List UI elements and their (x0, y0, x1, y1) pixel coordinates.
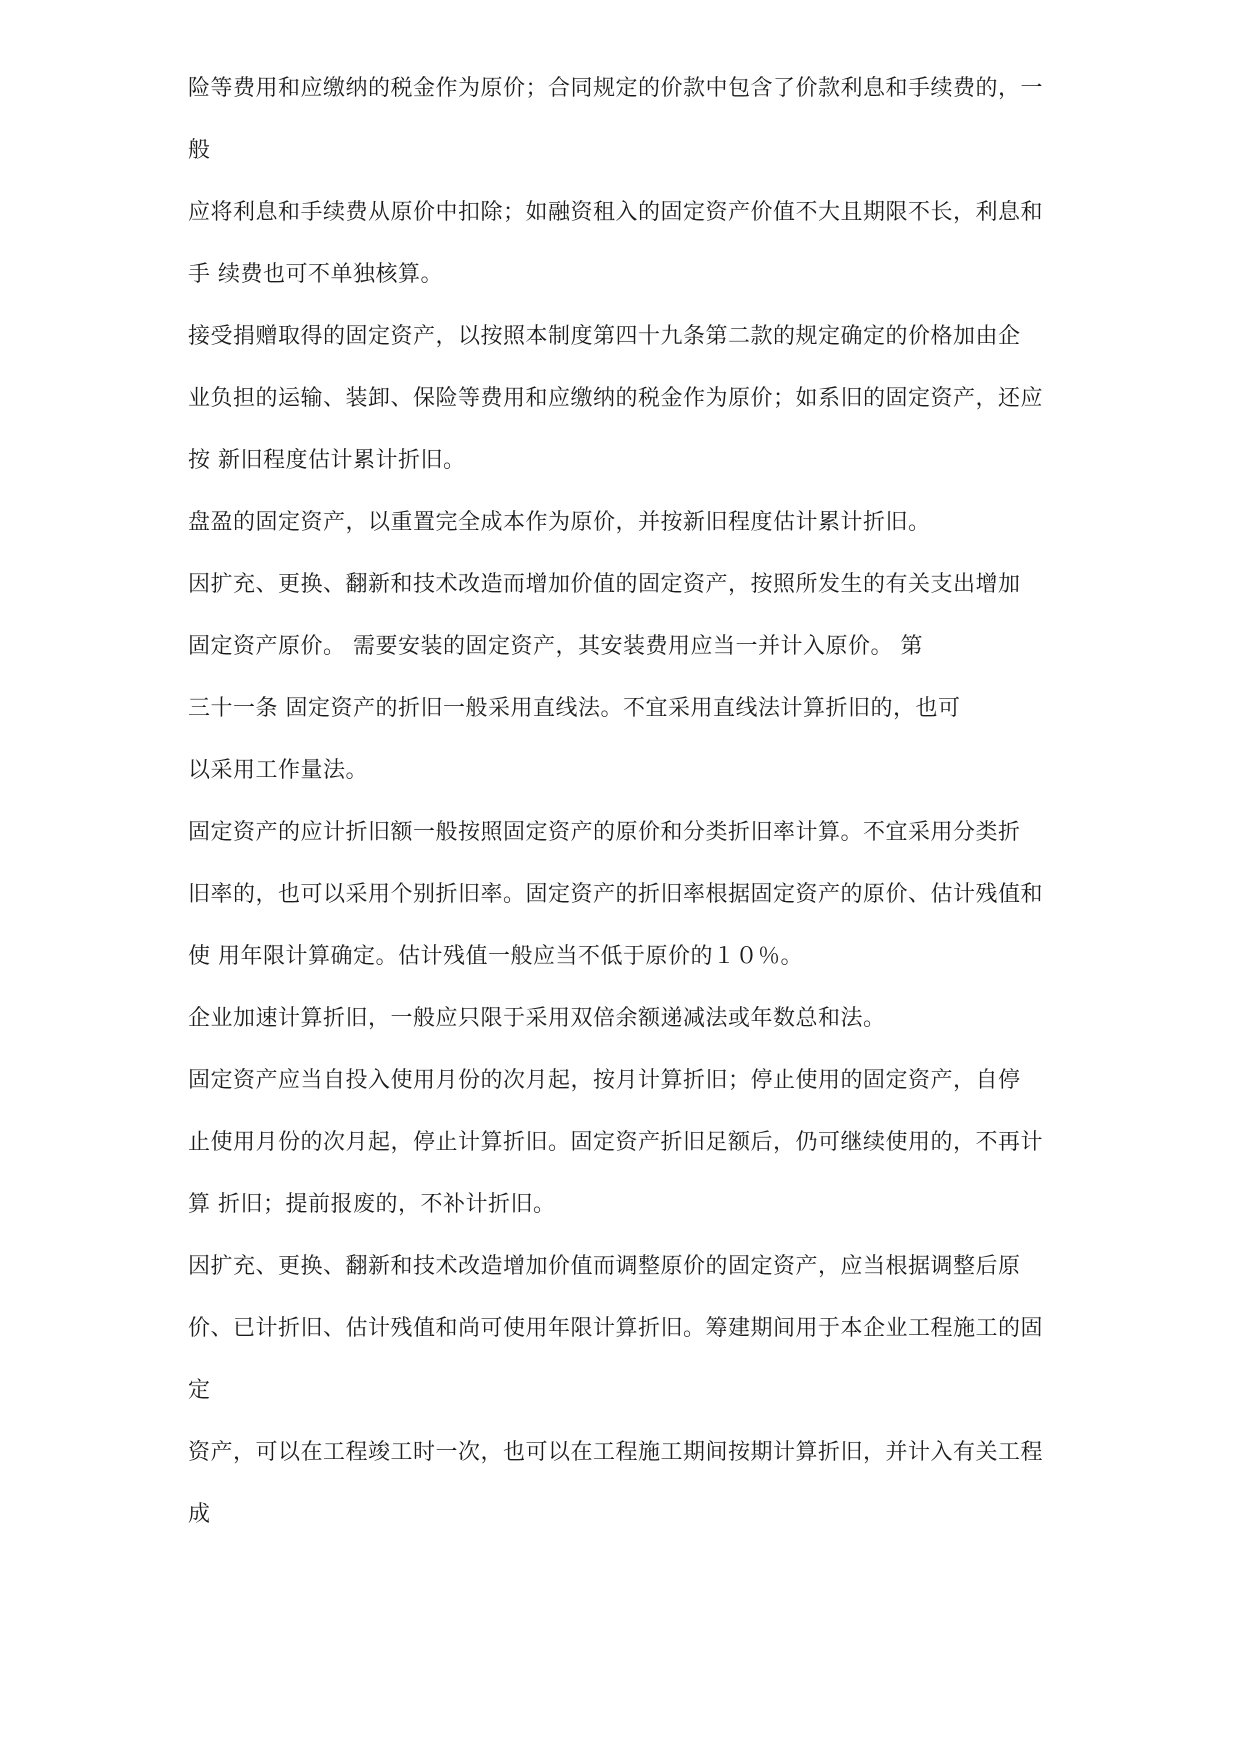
text-line: 因扩充、更换、翻新和技术改造而增加价值的固定资产，按照所发生的有关支出增加 (188, 572, 1021, 597)
text-line: 定 (188, 1378, 211, 1403)
document-body (188, 74, 1148, 1562)
text-line: 三十一条 固定资产的折旧一般采用直线法。不宜采用直线法计算折旧的，也可 (188, 696, 961, 721)
text-line: 固定资产的应计折旧额一般按照固定资产的原价和分类折旧率计算。不宜采用分类折 (188, 820, 1021, 845)
text-line: 按 新旧程度估计累计折旧。 (188, 448, 466, 473)
text-line: 应将利息和手续费从原价中扣除；如融资租入的固定资产价值不大且期限不长，利息和 (188, 200, 1044, 225)
text-line: 价、已计折旧、估计残值和尚可使用年限计算折旧。筹建期间用于本企业工程施工的固 (188, 1316, 1044, 1341)
text-line: 险等费用和应缴纳的税金作为原价；合同规定的价款中包含了价款利息和手续费的，一 (188, 76, 1044, 101)
text-line: 成 (188, 1502, 211, 1527)
text-line: 资产，可以在工程竣工时一次，也可以在工程施工期间按期计算折旧，并计入有关工程 (188, 1440, 1044, 1465)
text-line: 因扩充、更换、翻新和技术改造增加价值而调整原价的固定资产，应当根据调整后原 (188, 1254, 1021, 1279)
text-line: 接受捐赠取得的固定资产，以按照本制度第四十九条第二款的规定确定的价格加由企 (188, 324, 1021, 349)
text-line: 盘盈的固定资产，以重置完全成本作为原价，并按新旧程度估计累计折旧。 (188, 510, 931, 535)
text-line: 企业加速计算折旧，一般应只限于采用双倍余额递减法或年数总和法。 (188, 1006, 886, 1031)
text-line: 手 续费也可不单独核算。 (188, 262, 443, 287)
text-line: 固定资产原价。 需要安装的固定资产，其安装费用应当一并计入原价。 第 (188, 634, 923, 659)
text-line: 以采用工作量法。 (188, 758, 369, 783)
text-line: 业负担的运输、装卸、保险等费用和应缴纳的税金作为原价；如系旧的固定资产，还应 (188, 386, 1044, 411)
text-line: 使 用年限计算确定。估计残值一般应当不低于原价的１０％。 (188, 944, 803, 969)
text-line: 般 (188, 138, 211, 163)
text-line: 旧率的，也可以采用个别折旧率。固定资产的折旧率根据固定资产的原价、估计残值和 (188, 882, 1044, 907)
text-line: 止使用月份的次月起，停止计算折旧。固定资产折旧足额后，仍可继续使用的，不再计 (188, 1130, 1044, 1155)
text-line: 算 折旧；提前报废的，不补计折旧。 (188, 1192, 556, 1217)
text-line: 固定资产应当自投入使用月份的次月起，按月计算折旧；停止使用的固定资产，自停 (188, 1068, 1021, 1093)
